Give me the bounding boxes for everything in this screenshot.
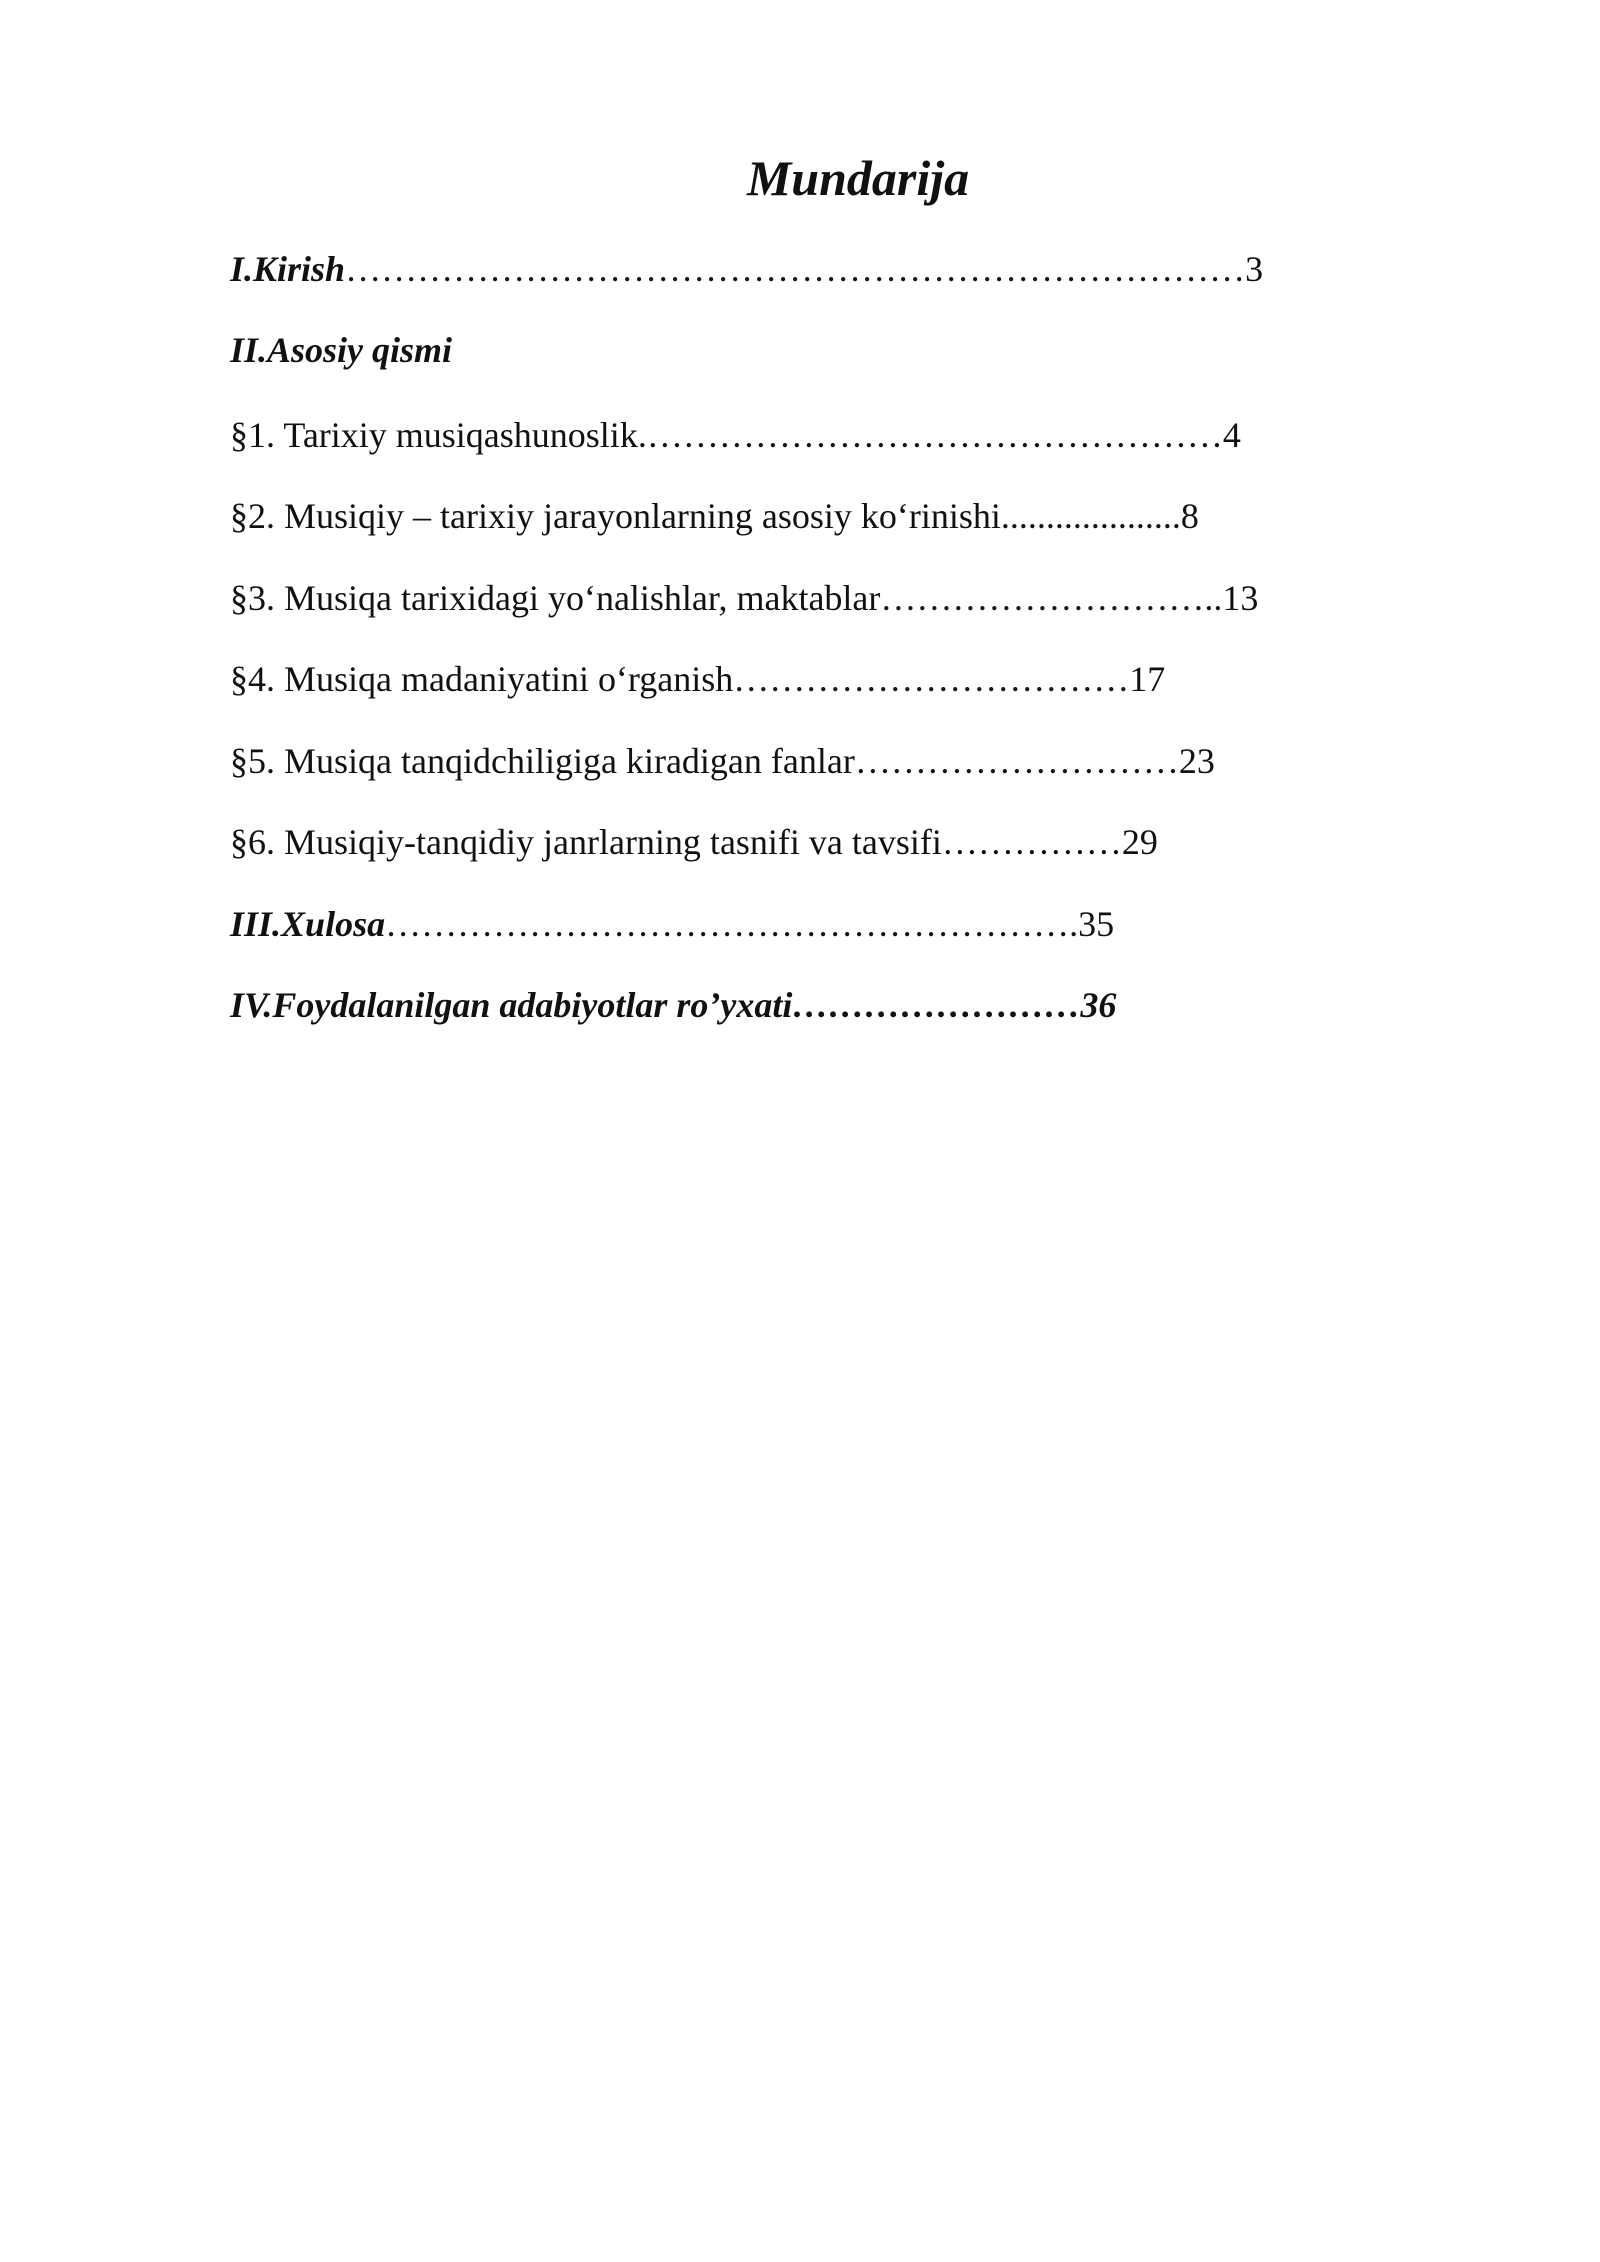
toc-entry-section-2	[230, 495, 1199, 538]
toc-entry-leader: ………………………..	[880, 578, 1223, 618]
toc-entry-section-1	[230, 414, 1241, 457]
toc-entry-label: §3. Musiqa tarixidagi yo‘nalishlar, maktablar	[230, 578, 881, 618]
toc-entry-leader: ………………………	[854, 741, 1179, 781]
toc-entry-page: 13	[1222, 578, 1259, 618]
toc-entry-page: 29	[1121, 822, 1158, 862]
toc-entry-page: 4	[1222, 415, 1241, 455]
toc-entry-leader: ……………	[941, 822, 1122, 862]
toc-entry-section-6	[230, 821, 1158, 864]
toc-entry-page: 8	[1180, 496, 1199, 536]
toc-entry-label: III.Xulosa	[230, 904, 386, 944]
page-title: Mundarija	[746, 150, 970, 206]
toc-entry-leader: ……………………	[792, 985, 1081, 1025]
toc-entry-asosiy-qismi	[230, 329, 452, 372]
toc-entry-label: IV.Foydalanilgan adabiyotlar ro’yxati	[230, 985, 793, 1025]
toc-entry-leader: ....................	[1000, 496, 1181, 536]
toc-entry-label: I.Kirish	[230, 249, 346, 289]
toc-entry-leader: ……………………………	[733, 659, 1130, 699]
toc-entry-leader: ………………………………………………….	[385, 904, 1079, 944]
toc-entry-label: §5. Musiqa tanqidchiligiga kiradigan fanlar	[230, 741, 855, 781]
toc-entry-page: 3	[1245, 249, 1264, 289]
toc-entry-page: 23	[1178, 741, 1215, 781]
toc-entry-label: §4. Musiqa madaniyatini o‘rganish	[230, 659, 734, 699]
toc-entry-page: 36	[1080, 985, 1117, 1025]
toc-entry-page: 17	[1129, 659, 1166, 699]
toc-entry-section-3	[230, 577, 1258, 620]
toc-entry-label: §1. Tarixiy musiqashunoslik.	[230, 415, 647, 455]
toc-entry-label: §2. Musiqiy – tarixiy jarayonlarning asosiy ko‘rinishi	[230, 496, 1001, 536]
toc-entry-label: II.Asosiy qismi	[230, 330, 453, 370]
toc-entry-leader: …………………………………………………………………	[345, 249, 1246, 289]
toc-entry-adabiyotlar	[230, 984, 1116, 1027]
toc-entry-page: 35	[1078, 904, 1115, 944]
toc-entry-xulosa	[230, 903, 1114, 946]
toc-entry-section-4	[230, 658, 1165, 701]
toc-entry-leader: …………………………………………	[646, 415, 1223, 455]
toc-entry-kirish	[230, 248, 1263, 291]
toc-entry-label: §6. Musiqiy-tanqidiy janrlarning tasnifi va tavsifi	[230, 822, 942, 862]
toc-entry-section-5	[230, 740, 1215, 783]
